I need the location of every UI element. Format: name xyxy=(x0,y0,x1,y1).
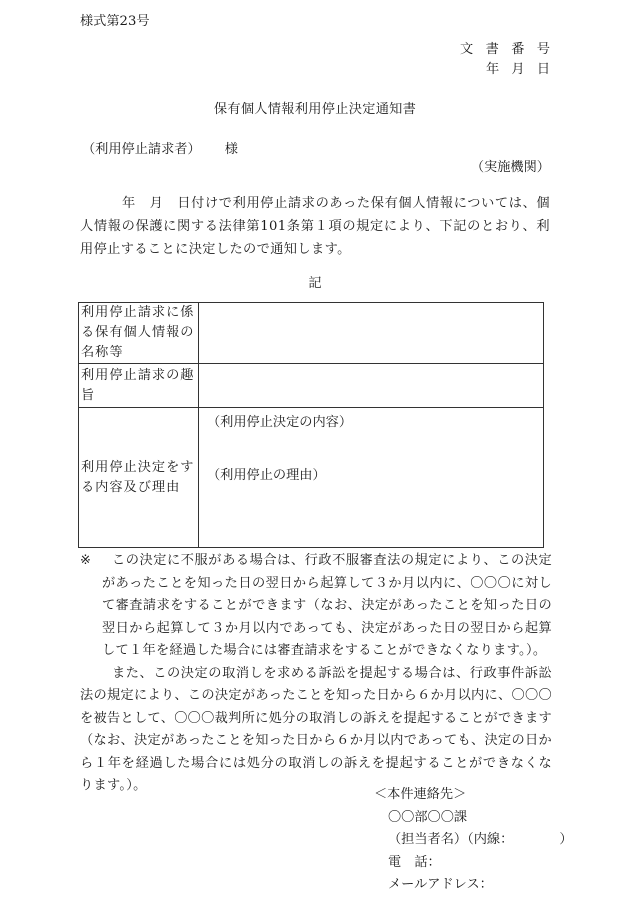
contact-heading: ＜本件連絡先＞ xyxy=(374,787,467,802)
requester-label: （利用停止請求者） xyxy=(82,142,201,157)
row-label-info-name: 利用停止請求に係る保有個人情報の名称等 xyxy=(79,303,199,364)
table-row xyxy=(79,364,544,408)
decision-content-label: （利用停止決定の内容） xyxy=(207,415,353,430)
note-mark: ※ xyxy=(80,553,92,568)
contact-department: 〇〇部〇〇課 xyxy=(388,809,468,825)
agency-label: （実施機関） xyxy=(470,160,550,175)
contact-person: （担当者名）（内線： ） xyxy=(388,832,573,847)
note-appeal-text: この決定に不服がある場合は、行政不服審査法の規定により、この決定があったことを知った日の翌日から起算して３か月以内に、〇〇〇に対して審査請求をすることができます（なお、決定があったことを知った日の翌日から起算して３か月以内であっても、決定があった日の翌日から起算して１年を経過した場合には審査請求をすることができなくなります。）。 xyxy=(102,553,552,658)
contact-phone: 電 話： xyxy=(388,854,441,870)
note-lawsuit-text: また、この決定の取消しを求める訴訟を提起する場合は、行政事件訴訟法の規定により、この決定があったことを知った日から６か月以内に、〇〇〇を被告として、〇〇〇裁判所に処分の取消しの訴えを提起することができます（なお、決定があったことを知った日から６か月以内であっても、決定の日から１年を経過した場合には処分の取消しの訴えを提起することができなくなります。）。 xyxy=(80,665,552,793)
decision-table xyxy=(78,302,544,548)
row-value-purpose xyxy=(199,364,544,408)
honorific: 様 xyxy=(224,142,238,157)
date-char-month: 月 xyxy=(511,62,525,77)
date-char-day: 日 xyxy=(536,62,550,77)
row-label-purpose: 利用停止請求の趣旨 xyxy=(79,364,199,408)
decision-reason-label: （利用停止の理由） xyxy=(207,468,326,483)
ki-heading: 記 xyxy=(308,276,322,291)
notice-body: 年 月 日付けで利用停止請求のあった保有個人情報については、個人情報の保護に関する法律第101条第１項の規定により、下記のとおり、利用停止することに決定したので通知します。 xyxy=(80,196,550,257)
addressee xyxy=(82,138,238,157)
contact-info xyxy=(374,784,573,897)
date-char-year: 年 xyxy=(486,62,500,77)
doc-number-char: 号 xyxy=(536,42,550,57)
table-row xyxy=(79,303,544,364)
form-number: 様式第23号 xyxy=(80,14,150,29)
row-value-info-name xyxy=(199,303,544,364)
doc-number-char: 書 xyxy=(485,42,499,57)
note-appeal xyxy=(80,550,552,663)
document-number-label xyxy=(460,38,550,57)
issue-date-label xyxy=(486,58,550,77)
doc-number-char: 番 xyxy=(511,42,525,57)
row-label-decision: 利用停止決定をする内容及び理由 xyxy=(79,408,199,548)
contact-email: メールアドレス： xyxy=(388,877,493,892)
table-row xyxy=(79,408,544,548)
doc-number-char: 文 xyxy=(460,42,474,57)
row-value-decision xyxy=(199,408,544,548)
document-title: 保有個人情報利用停止決定通知書 xyxy=(213,102,417,117)
notes-section xyxy=(80,550,552,798)
note-lawsuit xyxy=(80,663,552,798)
